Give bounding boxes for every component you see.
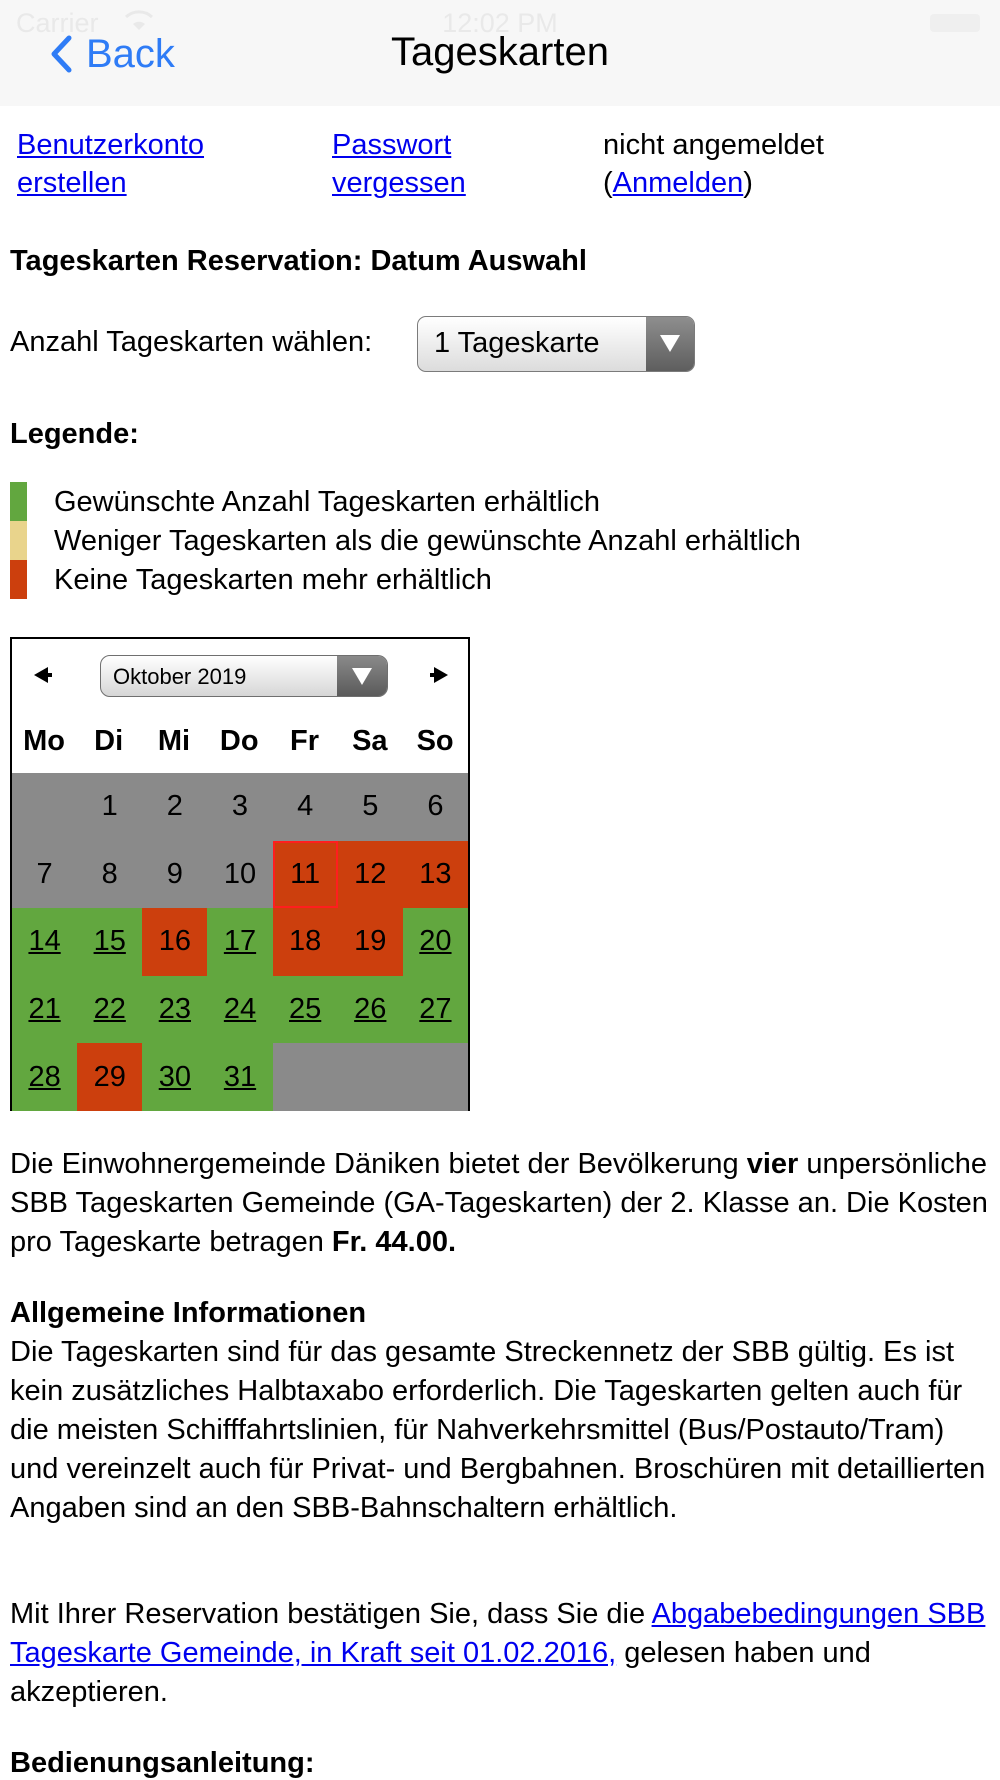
calendar-day-27[interactable] — [403, 976, 468, 1044]
legend-item-limited: Weniger Tageskarten als die gewünschte Anzahl erhältlich — [10, 521, 990, 560]
calendar-day-5 — [338, 773, 403, 841]
create-account-link[interactable]: Benutzerkonto erstellen — [17, 129, 205, 199]
calendar-day-number: 17 — [223, 925, 257, 958]
calendar-day-empty — [403, 1043, 468, 1111]
calendar-day-21[interactable] — [12, 976, 77, 1044]
legend-item-available: Gewünschte Anzahl Tageskarten erhältlich — [10, 482, 990, 521]
dropdown-arrow-icon — [337, 656, 387, 696]
calendar-day-6 — [403, 773, 468, 841]
calendar-day-empty — [273, 1043, 338, 1111]
calendar-week-row — [12, 908, 468, 976]
calendar-day-8 — [77, 841, 142, 909]
calendar-day-number: 8 — [101, 857, 118, 890]
calendar-week-row — [12, 976, 468, 1044]
calendar-day-10 — [207, 841, 272, 909]
calendar-day-14[interactable] — [12, 908, 77, 976]
calendar-day-number: 27 — [419, 993, 452, 1026]
legend-swatch-yellow — [10, 521, 27, 560]
calendar-day-28[interactable] — [12, 1043, 77, 1111]
calendar-day-7 — [12, 841, 77, 909]
calendar-day-number: 15 — [93, 925, 126, 958]
login-link[interactable]: Anmelden — [612, 167, 744, 199]
calendar-week-row — [12, 1043, 468, 1111]
calendar-day-number: 16 — [158, 925, 191, 958]
calendar-day-31[interactable] — [207, 1043, 272, 1111]
calendar-day-number: 1 — [101, 790, 118, 823]
month-select[interactable] — [100, 655, 388, 697]
calendar-day-number: 23 — [158, 993, 191, 1026]
calendar-day-22[interactable] — [77, 976, 142, 1044]
weekday-label: Mi — [157, 725, 191, 757]
calendar-day-11 — [273, 841, 338, 909]
terms-paragraph: Mit Ihrer Reservation bestätigen Sie, dass Sie die Abgabebedingungen SBB Tageskarte Gemeinde, in Kraft seit 01.02.2016, gelesen haben und akzeptieren. — [10, 1598, 986, 1708]
login-status-text: nicht angemeldet — [603, 129, 824, 161]
weekday-label: Sa — [352, 725, 388, 757]
status-time: 12:02 PM — [442, 8, 558, 38]
price-emphasis: Fr. 44.00. — [331, 1226, 457, 1258]
calendar-day-empty — [338, 1043, 403, 1111]
calendar-day-25[interactable] — [273, 976, 338, 1044]
calendar-day-24[interactable] — [207, 976, 272, 1044]
ticket-count-emphasis: vier — [746, 1148, 799, 1180]
weekday-label: So — [416, 725, 454, 757]
calendar-grid — [12, 773, 468, 1111]
calendar-day-number: 21 — [28, 993, 61, 1026]
calendar-day-number: 3 — [231, 790, 249, 823]
page-title: Tageskarten — [391, 30, 609, 74]
calendar-day-number: 28 — [28, 1060, 61, 1093]
calendar-day-number: 14 — [28, 925, 61, 958]
ticket-count-select[interactable] — [417, 316, 695, 372]
calendar-day-16 — [142, 908, 207, 976]
calendar-day-3 — [207, 773, 272, 841]
calendar-day-30[interactable] — [142, 1043, 207, 1111]
legend-swatch-red — [10, 560, 27, 599]
ticket-count-value: 1 Tageskarte — [434, 327, 600, 359]
info-paragraph: Die Tageskarten sind für das gesamte Streckennetz der SBB gültig. Es ist kein zusätzliches Halbtaxabo erforderlich. Die Tageskarten gelten auch für die meisten Schifffahrtslinien, für Nahverkehrsmittel (Bus/Postauto/Tram) und vereinzelt auch für Privat- und Bergbahnen. Broschüren mit detaillierten Angaben sind an den SBB-Bahnschaltern erhältlich. — [10, 1336, 986, 1524]
weekday-label: Do — [219, 725, 259, 757]
calendar-day-23[interactable] — [142, 976, 207, 1044]
calendar-day-2 — [142, 773, 207, 841]
calendar-day-17[interactable] — [207, 908, 272, 976]
calendar-day-number: 2 — [166, 790, 183, 823]
calendar-day-number: 10 — [223, 857, 257, 890]
legend-swatch-green — [10, 482, 27, 521]
weekday-label: Di — [94, 725, 124, 757]
carrier-label: Carrier — [16, 8, 99, 38]
weekday-label: Fr — [290, 725, 320, 757]
weekday-label: Mo — [23, 725, 65, 757]
month-value: Oktober 2019 — [113, 664, 247, 689]
calendar-day-number: 7 — [36, 857, 53, 890]
calendar-day-12 — [338, 841, 403, 909]
calendar-day-number: 30 — [158, 1060, 191, 1093]
previous-month-icon[interactable] — [32, 665, 54, 685]
calendar — [10, 637, 470, 1111]
calendar-day-number: 26 — [354, 993, 387, 1026]
calendar-day-1 — [77, 773, 142, 841]
forgot-password-link[interactable]: Passwort vergessen — [332, 129, 466, 199]
calendar-day-number: 4 — [297, 790, 314, 823]
reservation-heading: Tageskarten Reservation: Datum Auswahl — [10, 245, 587, 277]
calendar-day-15[interactable] — [77, 908, 142, 976]
calendar-day-4 — [273, 773, 338, 841]
manual-title: Bedienungsanleitung: — [10, 1747, 315, 1779]
calendar-day-number: 19 — [354, 925, 387, 958]
calendar-day-9 — [142, 841, 207, 909]
calendar-day-13 — [403, 841, 468, 909]
calendar-day-number: 20 — [419, 925, 452, 958]
calendar-day-number: 11 — [290, 857, 321, 890]
intro-paragraph: Die Einwohnergemeinde Däniken bietet der Bevölkerung vier unpersönliche SBB Tageskarten Gemeinde (GA-Tageskarten) der 2. Klasse an. Die Kosten pro Tageskarte betragen Fr. 44.00. — [10, 1148, 988, 1258]
calendar-day-29 — [77, 1043, 142, 1111]
calendar-day-number: 13 — [419, 857, 452, 890]
calendar-day-number: 24 — [223, 993, 257, 1026]
info-title: Allgemeine Informationen — [10, 1297, 367, 1329]
calendar-day-19 — [338, 908, 403, 976]
dropdown-arrow-icon — [646, 317, 694, 371]
count-label: Anzahl Tageskarten wählen: — [10, 326, 373, 358]
navigation-bar — [0, 0, 1000, 106]
legend-item-sold-out: Keine Tageskarten mehr erhältlich — [10, 560, 990, 599]
calendar-day-number: 12 — [354, 857, 387, 890]
calendar-day-number: 18 — [289, 925, 322, 958]
calendar-day-26[interactable] — [338, 976, 403, 1044]
calendar-week-row — [12, 773, 468, 841]
legend-title: Legende: — [10, 418, 139, 450]
weekday-row — [12, 709, 468, 773]
calendar-day-number: 9 — [166, 857, 183, 890]
calendar-day-number: 5 — [362, 790, 379, 823]
calendar-day-18 — [273, 908, 338, 976]
next-month-icon[interactable] — [428, 665, 450, 685]
calendar-day-number: 29 — [93, 1060, 126, 1093]
back-label: Back — [86, 31, 175, 76]
legend — [10, 482, 990, 599]
calendar-header — [12, 639, 468, 709]
calendar-day-number: 22 — [93, 993, 126, 1026]
calendar-day-number: 6 — [427, 790, 444, 823]
calendar-day-number: 31 — [223, 1060, 257, 1093]
calendar-day-20[interactable] — [403, 908, 468, 976]
calendar-day-empty — [12, 773, 77, 841]
terms-link[interactable]: Abgabebedingungen SBB Tageskarte Gemeinde, in Kraft seit 01.02.2016, — [10, 1598, 986, 1669]
calendar-day-number: 25 — [289, 993, 322, 1026]
calendar-week-row — [12, 841, 468, 909]
login-status: nicht angemeldet (Anmelden) — [603, 129, 824, 199]
